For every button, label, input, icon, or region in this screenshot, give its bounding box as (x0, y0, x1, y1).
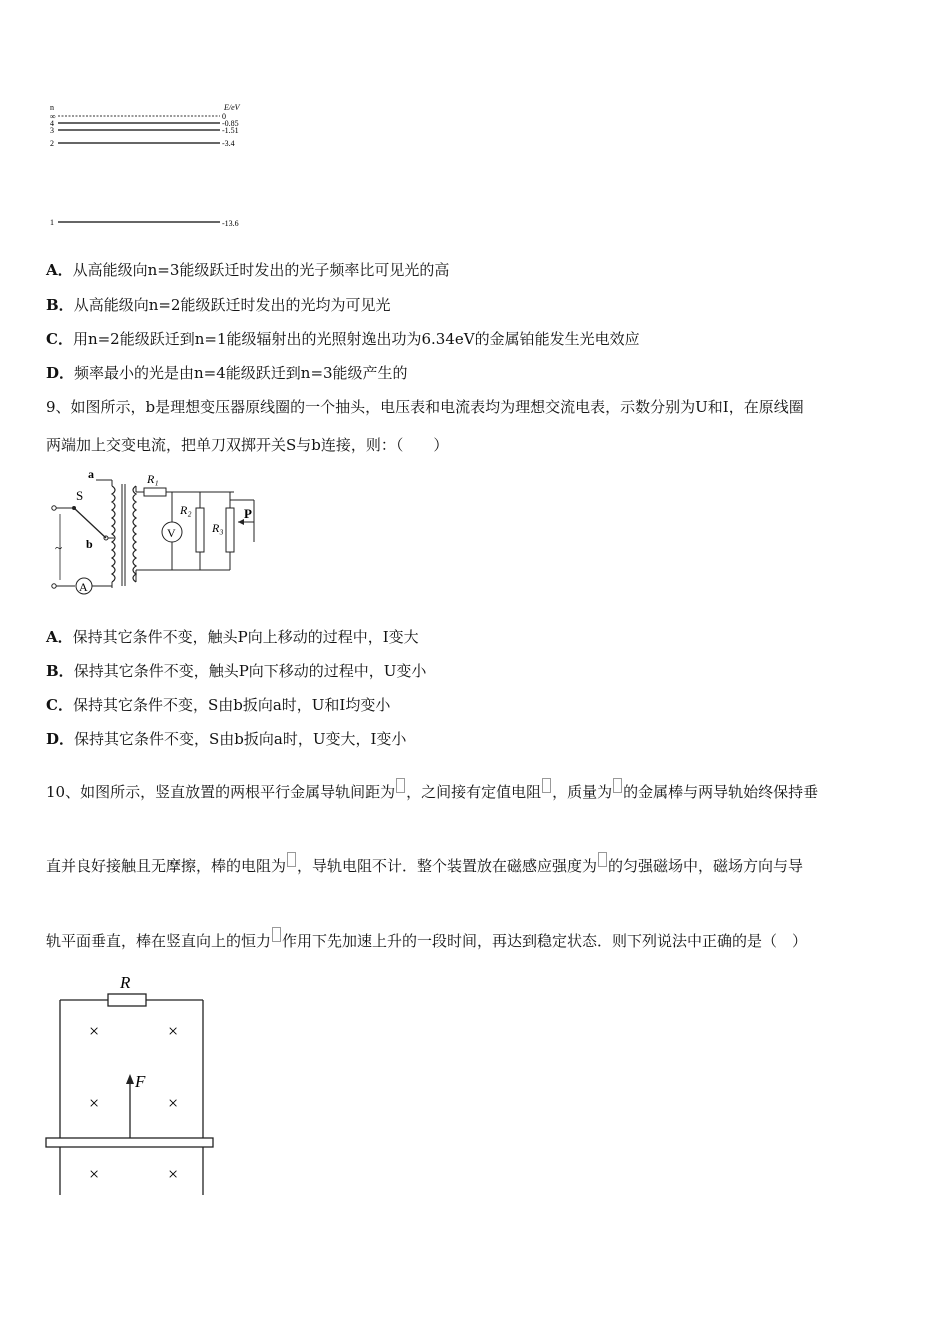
field-mark: × (168, 1164, 179, 1184)
rail-magnetic-field-diagram (40, 970, 230, 1200)
q9-stem-line2: 两端加上交变电流，把单刀双掷开关S与b连接，则：（ ） (46, 436, 449, 454)
q9-option-b (46, 661, 426, 681)
axis-n-label: n (50, 103, 54, 112)
q8-option-a (46, 260, 449, 280)
option-text: 保持其它条件不变，触头P向上移动的过程中，I变大 (72, 628, 419, 646)
r1-label: R₁ (147, 472, 159, 486)
q10-stem-line3 (46, 927, 807, 951)
field-mark: × (168, 1021, 179, 1041)
q10-stem-line2 (46, 852, 803, 876)
q10-line3-part: 轨平面垂直，棒在竖直向上的恒力 (46, 932, 272, 950)
missing-symbol-box (542, 778, 551, 793)
force-f-label: F (135, 1072, 146, 1091)
r2-label: R₂ (180, 503, 192, 517)
metal-rod (46, 1138, 213, 1147)
switch-label: S (76, 488, 84, 503)
q9-option-d (46, 729, 406, 749)
q9-stem-line1: 9、如图所示，b是理想变压器原线圈的一个抽头，电压表和电流表均为理想交流电表，示数分别为U和I，在原线圈 (46, 398, 804, 416)
missing-symbol-box (287, 852, 296, 867)
option-text: 保持其它条件不变，S由b扳向a时，U变大，I变小 (74, 730, 407, 748)
option-label: C． (46, 696, 73, 714)
ac-source-label: ~ (55, 540, 63, 555)
level-1-e: -13.6 (222, 219, 239, 228)
q10-line1-part: 的金属棒与两导轨始终保持垂 (623, 783, 819, 801)
level-2-e: -3.4 (222, 139, 235, 148)
q8-option-c (46, 329, 640, 349)
slider-p-label: P (244, 506, 252, 521)
q8-option-d (46, 363, 408, 383)
q10-line1-part: ，质量为 (552, 783, 613, 801)
level-4-n: 4 (50, 119, 54, 128)
option-text: 频率最小的光是由n=4能级跃迁到n=3能级产生的 (74, 364, 408, 382)
missing-symbol-box (272, 927, 281, 942)
ammeter-label: A (79, 580, 88, 594)
q9-option-a (46, 627, 419, 647)
field-mark: × (89, 1164, 100, 1184)
field-mark: × (89, 1093, 100, 1113)
level-3-n: 3 (50, 126, 54, 135)
option-label: A． (46, 261, 73, 279)
missing-symbol-box (396, 778, 405, 793)
option-text: 从高能级向n=2能级跃迁时发出的光均为可见光 (73, 296, 391, 314)
field-mark: × (168, 1093, 179, 1113)
resistor-r-label: R (120, 973, 131, 992)
q10-line3-part: 作用下先加速上升的一段时间，再达到稳定状态．则下列说法中正确的是（ ） (282, 932, 808, 950)
missing-symbol-box (598, 852, 607, 867)
option-text: 保持其它条件不变，S由b扳向a时，U和I均变小 (72, 696, 391, 714)
q10-line1-part: ，之间接有定值电阻 (406, 783, 542, 801)
level-inf-e: 0 (222, 112, 226, 121)
q10-line2-part: ，导轨电阻不计．整个装置放在磁感应强度为 (297, 857, 598, 875)
energy-level-diagram (44, 100, 264, 235)
q10-stem-line1 (46, 778, 818, 802)
option-label: B． (46, 296, 74, 314)
q10-line2-part: 的匀强磁场中，磁场方向与导 (608, 857, 804, 875)
level-2-n: 2 (50, 139, 54, 148)
q9-option-c (46, 695, 390, 715)
missing-symbol-box (613, 778, 622, 793)
level-3-e: -1.51 (222, 126, 239, 135)
transformer-circuit-diagram (44, 466, 274, 606)
level-4-e: -0.85 (222, 119, 239, 128)
option-label: B． (46, 662, 74, 680)
option-text: 用n=2能级跃迁到n=1能级辐射出的光照射逸出功为6.34eV的金属铂能发生光电效应 (72, 330, 640, 348)
axis-e-label: E/eV (224, 103, 240, 112)
q8-option-b (46, 295, 390, 315)
resistor-r (108, 994, 146, 1006)
option-text: 保持其它条件不变，触头P向下移动的过程中，U变小 (73, 662, 427, 680)
option-label: A． (46, 628, 73, 646)
option-text: 从高能级向n=3能级跃迁时发出的光子频率比可见光的高 (72, 261, 450, 279)
level-1-n: 1 (50, 218, 54, 227)
q10-line2-part: 直并良好接触且无摩擦，棒的电阻为 (46, 857, 287, 875)
tap-b-label: b (86, 537, 93, 551)
r3-label: R₃ (212, 521, 224, 535)
tap-a-label: a (88, 467, 94, 481)
option-label: C． (46, 330, 73, 348)
option-label: D． (46, 364, 75, 382)
q10-line1-part: 10、如图所示，竖直放置的两根平行金属导轨间距为 (46, 783, 396, 801)
field-mark: × (89, 1021, 100, 1041)
option-label: D． (46, 730, 75, 748)
voltmeter-label: V (167, 526, 176, 540)
level-inf-n: ∞ (50, 112, 56, 121)
